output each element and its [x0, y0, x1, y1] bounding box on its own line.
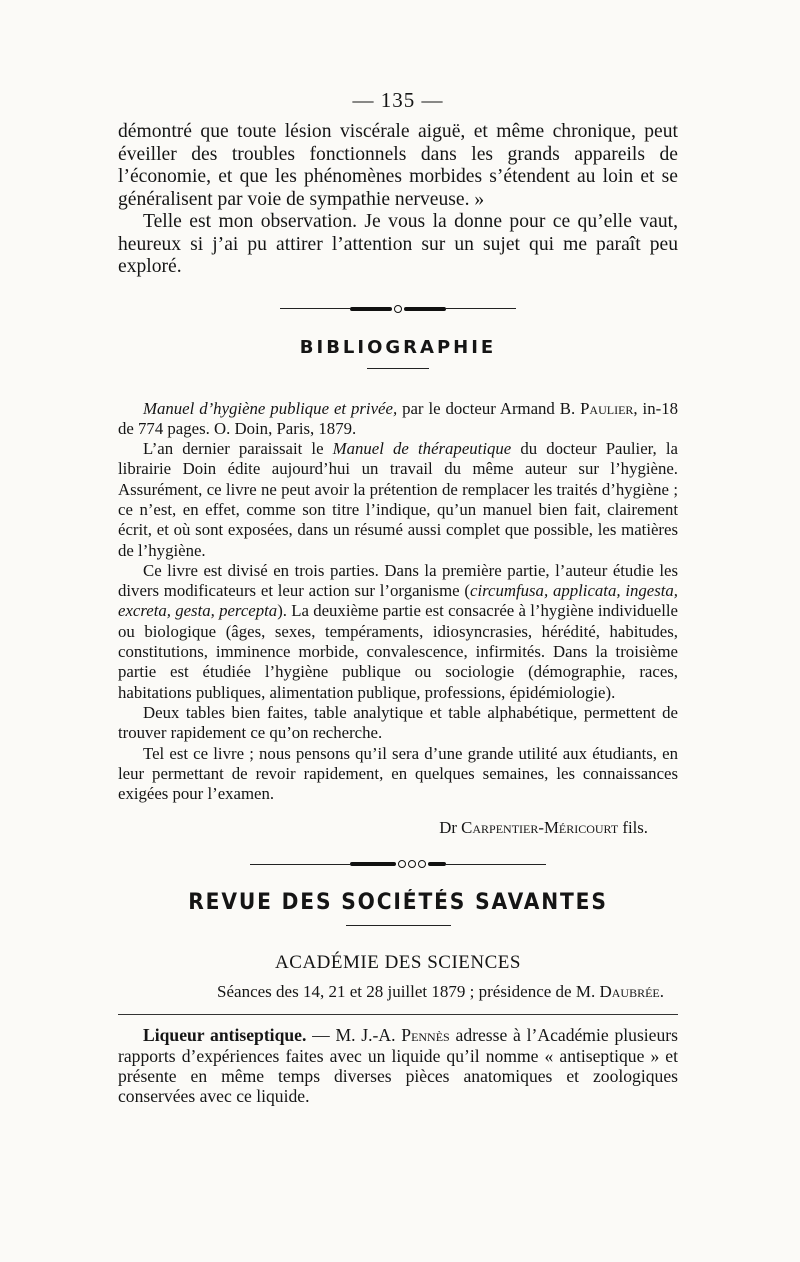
intro-paragraph-1: démontré que toute lésion viscérale aiguë, et même chronique, peut éveiller des troubles fonctionnels dans les grands appareils de l’économie, et que les phénomènes morbides s’étendent au loin et se généralisent par voie de sympathie nerveuse. » — [118, 121, 678, 210]
book-reference: Manuel d’hygiène publique et privée, par le docteur Armand B. Paulier, in-18 de 774 pages. O. Doin, Paris, 1879. — [118, 398, 678, 438]
book-page — [118, 88, 678, 1107]
page-number: — 135 — — [352, 88, 444, 112]
book-author: Paulier — [580, 398, 634, 418]
review-paragraph-1: L’an dernier paraissait le Manuel de thérapeutique du docteur Paulier, la librairie Doin édite aujourd’hui un travail du même auteur sur l’hygiène. Assurément, ce livre ne peut avoir la prétention de remplacer les traités d’hygiène ; ce n’est, en effet, comme son titre l’indique, qu’un manuel bien fait, clairement écrit, et où sont exposées, dans un résumé aussi complet que possible, les matières de l’hygiène. — [118, 439, 678, 560]
heading-underline — [367, 368, 429, 369]
intro-paragraph-2: Telle est mon observation. Je vous la donne pour ce qu’elle vaut, heureux si j’ai pu attirer l’attention sur un sujet qui me paraît peu exploré. — [118, 211, 678, 277]
revue-body — [118, 1025, 678, 1106]
seances-rule — [118, 1014, 678, 1015]
academy-heading: ACADÉMIE DES SCIENCES — [275, 952, 521, 974]
book-title: Manuel d’hygiène publique et privée, — [143, 398, 398, 418]
latin-terms: circumfusa, applicata, ingesta, excreta, gesta, percepta — [118, 581, 678, 621]
antiseptic-paragraph: Liqueur antiseptique. — M. J.-A. Pennès adresse à l’Académie plusieurs rapports d’expériences faites avec un liquide qu’il nomme « antiseptique » et présente en même temps diverses pièces anatomiques et zoologiques conservées avec ce liquide. — [118, 1025, 678, 1107]
review-paragraph-4: Tel est ce livre ; nous pensons qu’il sera d’une grande utilité aux étudiants, en leur permettant de revoir rapidement, en quelques semaines, les connaissances exigées pour l’examen. — [118, 743, 678, 804]
bibliographie-body — [118, 399, 678, 805]
ornament-line-right — [446, 308, 516, 309]
review-paragraph-3: Deux tables bien faites, table analytique et table alphabétique, permettent de trouver rapidement ce qu’on recherche. — [118, 702, 678, 743]
revue-heading: REVUE DES SOCIÉTÉS SAVANTES — [188, 890, 608, 916]
review-paragraph-2: Ce livre est divisé en trois parties. Dans la première partie, l’auteur étudie les divers modificateurs et leur action sur l’organisme (circumfusa, applicata, ingesta, excreta, gesta, percepta). La deuxième partie est consacrée à l’hygiène individuelle ou biologique (âges, sexes, tempéraments, idiosyncrasies, hérédité, habitudes, constitutions, imminence morbide, convalescence, infirmités. Dans la troisième partie est étudiée l’hygiène publique ou sociologie (démographie, races, habitations publiques, alimentation publique, professions, épidémiologie). — [118, 560, 678, 702]
review-signature: Dr Carpentier-Méricourt fils. — [439, 818, 648, 838]
seances-line: Séances des 14, 21 et 28 juillet 1879 ; présidence de M. Daubrée. — [217, 982, 664, 1002]
section-ornament-2 — [118, 860, 678, 868]
paragraph-lead: Liqueur antiseptique. — [143, 1025, 307, 1046]
ornament-line-left — [280, 308, 350, 309]
ornament-center — [350, 305, 446, 313]
bibliographie-heading: BIBLIOGRAPHIE — [299, 336, 497, 358]
section-ornament — [118, 305, 678, 313]
revue-underline — [346, 925, 451, 926]
cited-title: Manuel de thérapeutique — [332, 439, 512, 459]
